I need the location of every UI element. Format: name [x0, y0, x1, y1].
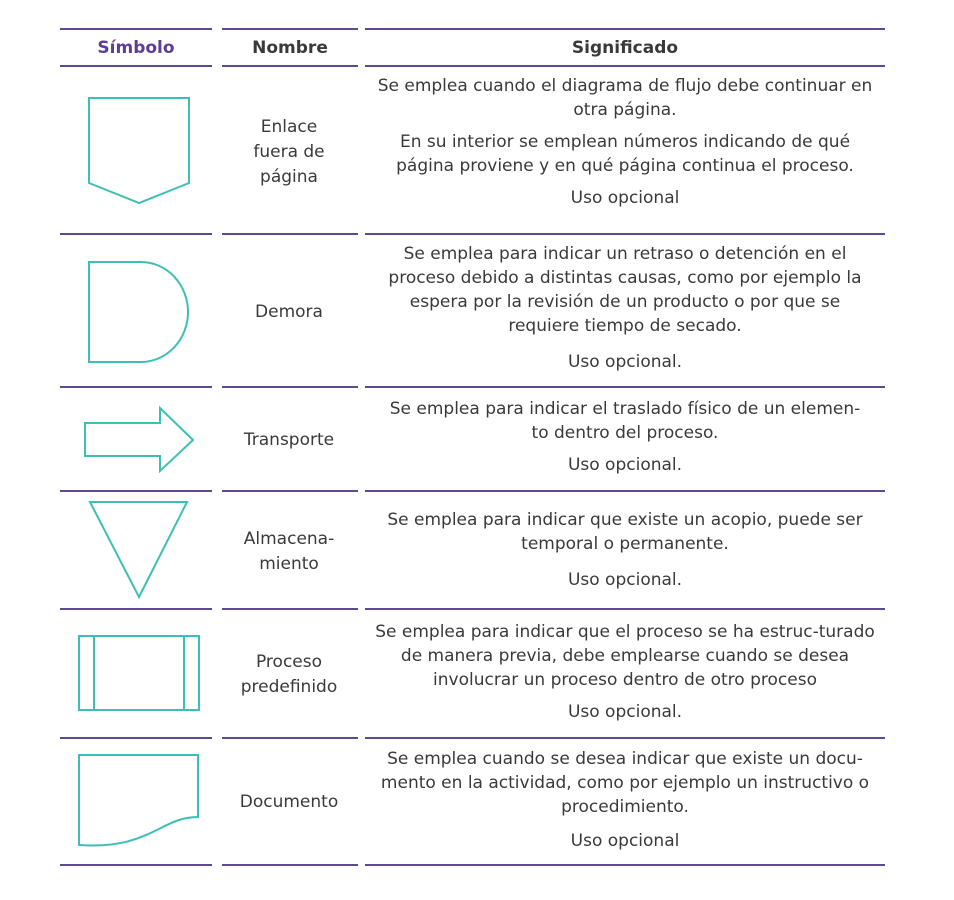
row-name [220, 790, 358, 815]
row-name-line: Demora [255, 302, 323, 322]
meaning-paragraph: En su interior se emplean números indicando de qué página proviene y en qué página continua el proceso. [396, 132, 854, 176]
meaning-paragraph: Se emplea para indicar que el proceso se ha estruc-turado de manera previa, debe emplearse cuando se desea involucrar un proceso dentro de otro proceso [375, 622, 875, 690]
usage-note: Uso opcional. [567, 702, 683, 722]
row-meaning [365, 747, 885, 853]
meaning-paragraph: Se emplea para indicar un retraso o detención en el proceso debido a distintas causas, como por ejemplo la espera por la revisión de un producto o por que se requiere tiempo de secado. [388, 244, 862, 336]
header-name: Nombre [252, 38, 328, 58]
usage-note: Uso opcional [570, 188, 680, 208]
meaning-paragraph: Se emplea cuando el diagrama de flujo debe continuar en otra página. [377, 76, 873, 120]
header-symbol: Símbolo [97, 38, 175, 58]
row-name-line: Documento [239, 792, 339, 812]
usage-note: Uso opcional [570, 831, 680, 851]
row-name-line: predefinido [240, 677, 338, 697]
row-name-line: miento [259, 554, 319, 574]
usage-note: Uso opcional. [567, 455, 683, 475]
row-name-line: Proceso [255, 652, 323, 672]
header-meaning: Significado [571, 38, 679, 58]
row-name-line: página [260, 167, 318, 187]
usage-note: Uso opcional. [567, 352, 683, 372]
row-name-line: Enlace [260, 117, 318, 137]
table-bottom-rule [222, 864, 358, 866]
meaning-paragraph: Se emplea para indicar que existe un acopio, puede ser temporal o permanente. [387, 510, 863, 554]
row-name-line: Almacena- [243, 529, 335, 549]
row-name-line: fuera de [253, 142, 325, 162]
table-bottom-rule [60, 864, 212, 866]
meaning-paragraph: Se emplea cuando se desea indicar que existe un docu-mento en la actividad, como por ejemplo un instructivo o procedimiento. [380, 749, 870, 817]
meaning-paragraph: Se emplea para indicar el traslado físico de un elemen-to dentro del proceso. [389, 399, 861, 443]
usage-note: Uso opcional. [567, 570, 683, 590]
row-name-line: Transporte [243, 430, 335, 450]
table-bottom-rule [365, 864, 885, 866]
